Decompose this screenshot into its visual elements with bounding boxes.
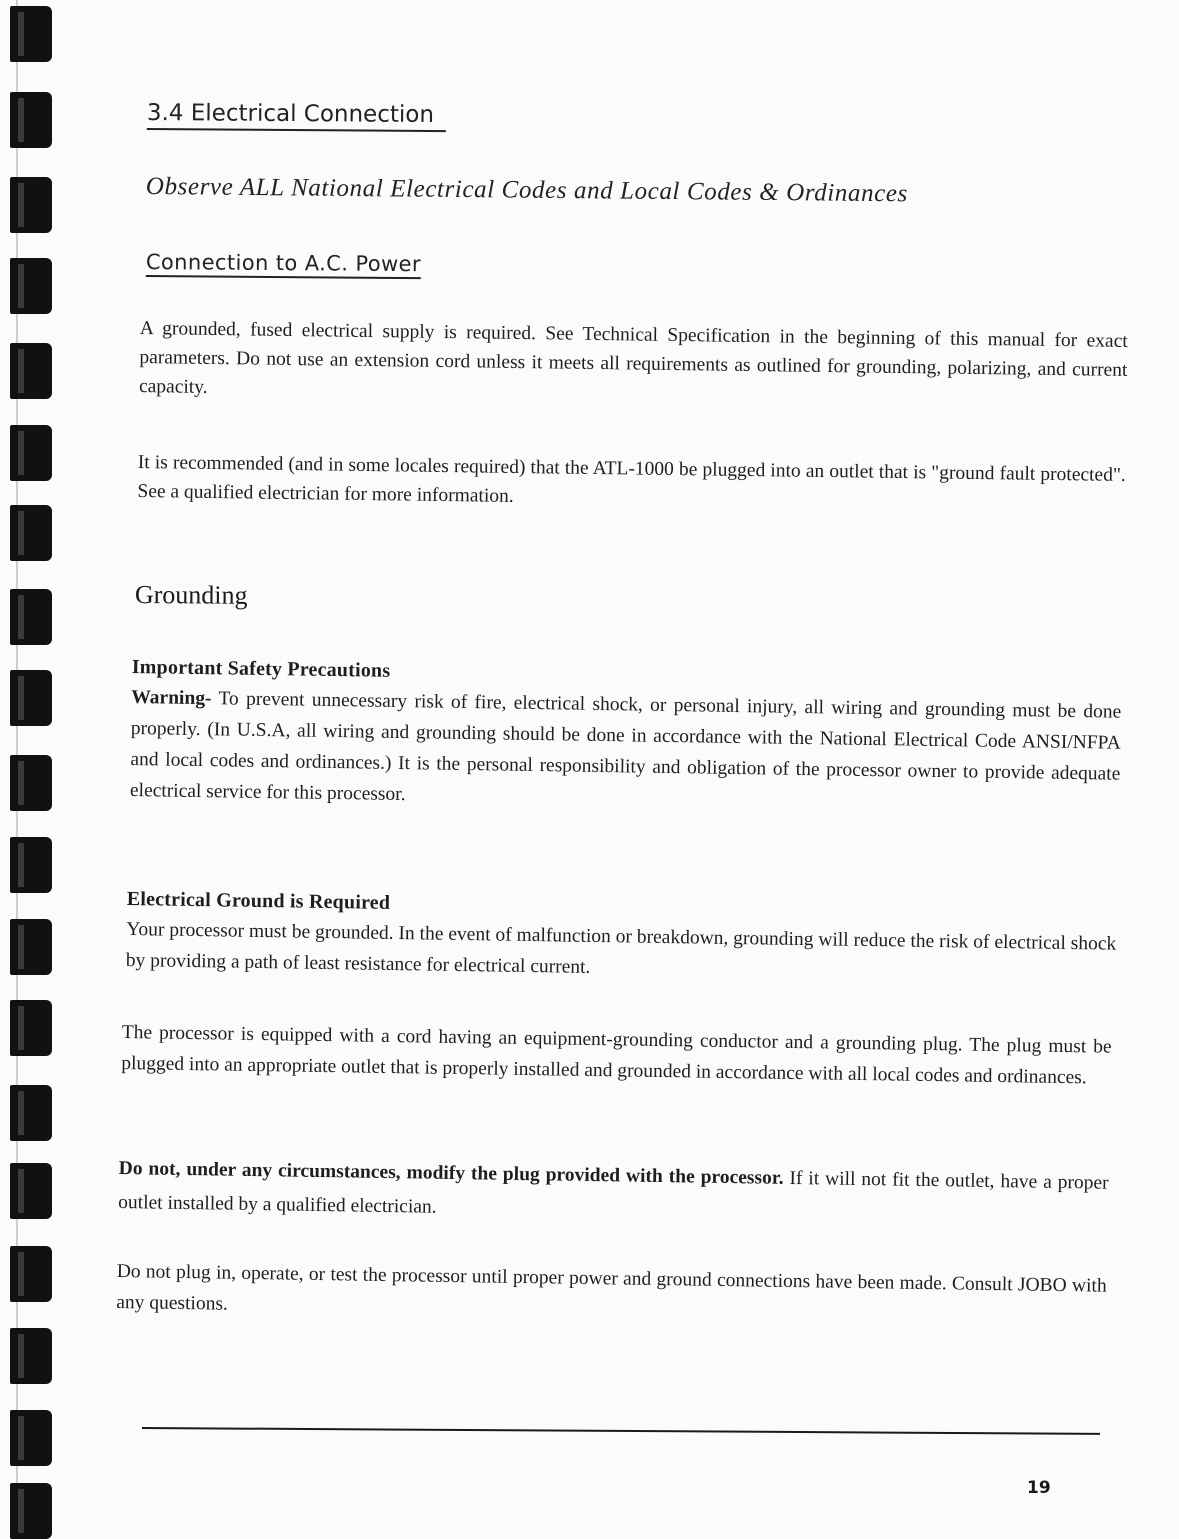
binding-hole	[10, 6, 52, 62]
do-not-modify-bold: Do not, under any circumstances, modify the plug provided with the processor.	[118, 1157, 784, 1189]
footer-rule	[142, 1427, 1100, 1435]
binding-hole	[10, 92, 52, 148]
safety-precautions-block	[130, 653, 1122, 821]
page-number: 19	[1027, 1478, 1051, 1498]
binding-hole	[10, 425, 52, 481]
binding-hole	[10, 1483, 52, 1539]
codes-notice: Observe ALL National Electrical Codes and Local Codes & Ordinances	[145, 173, 908, 208]
do-not-modify-text: If it will not fit the outlet, have a proper outlet installed by a qualified electrician.	[118, 1167, 1109, 1218]
binding-hole	[10, 1085, 52, 1141]
warning-text: To prevent unnecessary risk of fire, electrical shock, or personal injury, all wiring and grounding must be done properly. (In U.S.A, all wiring and grounding should be done in accordance with the National Electrical Code ANSI/NFPA and local codes and ordinances.) It is the personal responsibility and obligation of the processor owner to provide adequate electrical service for this processor.	[129, 688, 1122, 806]
gfci-paragraph: It is recommended (and in some locales required) that the ATL-1000 be plugged into an outlet that is "ground fault protected". See a qualified electrician for more information.	[137, 451, 1126, 507]
supply-paragraph: A grounded, fused electrical supply is required. See Technical Specification in the beginning of this manual for exact parameters. Do not use an extension cord unless it meets all requirements as outlined for grounding, polarizing, and current capacity.	[138, 317, 1128, 398]
binding-hole	[10, 177, 52, 233]
plug-in-paragraph: Do not plug in, operate, or test the processor until proper power and ground connections have been made. Consult JOBO with any questions.	[116, 1260, 1107, 1315]
binding-hole	[10, 670, 52, 726]
ground-required-block	[126, 885, 1117, 991]
do-not-modify-paragraph	[118, 1152, 1109, 1235]
binding-hole	[10, 1246, 52, 1302]
binding-hole	[10, 837, 52, 893]
equipment-grounding-paragraph: The processor is equipped with a cord having an equipment-grounding conductor and a grounding plug. The plug must be plugged into an appropriate outlet that is properly installed and grounded in accordance with all local codes and ordinances.	[121, 1021, 1112, 1089]
binding-hole	[10, 589, 52, 645]
warning-label: Warning-	[131, 686, 212, 710]
binding-hole	[10, 1328, 52, 1384]
ac-power-heading: Connection to A.C. Power	[146, 250, 421, 279]
ground-required-text: Your processor must be grounded. In the event of malfunction or breakdown, grounding will reduce the risk of electrical shock by providing a path of least resistance for electrical current.	[125, 918, 1117, 978]
binding-hole	[10, 1163, 52, 1219]
ground-required-heading: Electrical Ground is Required	[126, 887, 391, 914]
warning-paragraph	[130, 682, 1122, 821]
binding-hole	[10, 505, 52, 561]
binding-hole	[10, 343, 52, 399]
binding-hole	[10, 1000, 52, 1056]
safety-precautions-heading: Important Safety Precautions	[131, 655, 391, 682]
binding-hole	[10, 755, 52, 811]
binding-hole	[10, 1410, 52, 1466]
spiral-binding	[0, 0, 70, 1539]
binding-hole	[10, 258, 52, 314]
binding-hole	[10, 919, 52, 975]
section-title: 3.4 Electrical Connection	[147, 100, 446, 132]
grounding-heading: Grounding	[134, 580, 248, 610]
